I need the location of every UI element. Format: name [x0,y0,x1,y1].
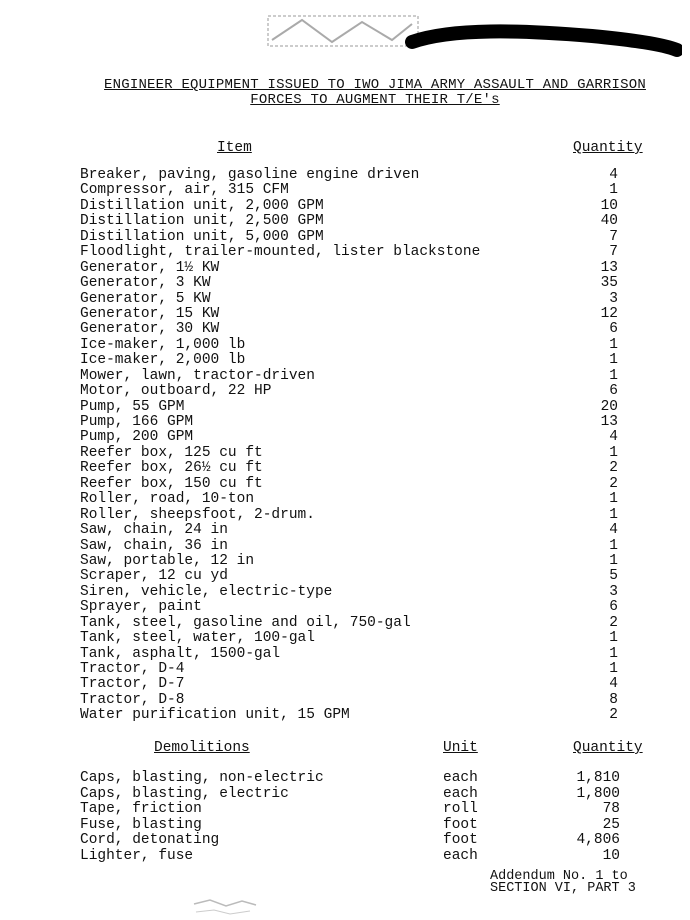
demolitions-quantity: 25 [602,816,620,833]
equipment-quantity: 1 [609,630,618,647]
equipment-quantity: 4 [609,167,618,183]
equipment-quantity: 1 [609,645,618,662]
equipment-row [80,230,640,245]
equipment-item: Distillation unit, 2,000 GPM [80,197,324,214]
equipment-item: Generator, 30 KW [80,321,220,338]
addendum-note [490,871,636,895]
demolitions-item: Lighter, fuse [80,847,194,864]
demolitions-quantity: 10 [602,847,620,864]
equipment-row [80,523,640,538]
equipment-item: Tractor, D-8 [80,691,185,708]
equipment-item: Generator, 15 KW [80,305,220,322]
equipment-item: Ice-maker, 1,000 lb [80,336,246,353]
equipment-item: Motor, outboard, 22 HP [80,383,272,400]
equipment-quantity: 1 [609,336,618,353]
equipment-row [80,322,640,337]
equipment-item: Reefer box, 150 cu ft [80,475,263,492]
equipment-item: Breaker, paving, gasoline engine driven [80,167,420,183]
equipment-quantity: 1 [609,537,618,554]
equipment-item: Siren, vehicle, electric-type [80,583,333,600]
equipment-item: Tank, steel, water, 100-gal [80,630,315,647]
equipment-quantity: 3 [609,290,618,307]
equipment-list [80,168,640,724]
equipment-row [80,677,640,692]
document-title [80,78,670,108]
equipment-quantity: 35 [600,275,618,292]
equipment-quantity: 10 [600,197,618,214]
equipment-item: Generator, 3 KW [80,275,211,292]
quantity-column-header: Quantity [573,140,643,156]
equipment-row [80,569,640,584]
equipment-item: Reefer box, 125 cu ft [80,444,263,461]
equipment-quantity: 3 [609,583,618,600]
equipment-item: Pump, 200 GPM [80,429,194,446]
demolitions-row [80,849,650,865]
equipment-quantity: 1 [609,352,618,369]
equipment-quantity: 2 [609,475,618,492]
demolitions-unit: each [443,847,478,864]
demolitions-item: Caps, blasting, electric [80,785,289,802]
equipment-quantity: 1 [609,552,618,569]
equipment-quantity: 7 [609,228,618,245]
demolitions-quantity: 1,810 [576,770,620,786]
equipment-row [80,446,640,461]
equipment-item: Generator, 5 KW [80,290,211,307]
equipment-row [80,261,640,276]
demolitions-unit: foot [443,832,478,849]
equipment-item: Saw, portable, 12 in [80,552,255,569]
equipment-quantity: 13 [600,259,618,276]
demolitions-row [80,818,650,834]
equipment-row [80,369,640,384]
demolitions-unit: foot [443,816,478,833]
equipment-row [80,662,640,677]
equipment-quantity: 1 [609,661,618,677]
equipment-quantity: 2 [609,460,618,477]
equipment-quantity: 6 [609,383,618,400]
demolitions-header: Demolitions [154,740,250,756]
equipment-row [80,400,640,415]
equipment-item: Reefer box, 26½ cu ft [80,460,263,477]
equipment-item: Mower, lawn, tractor-driven [80,367,315,384]
equipment-row [80,461,640,476]
demolitions-unit: each [443,785,478,802]
equipment-quantity: 6 [609,321,618,338]
equipment-row [80,600,640,615]
equipment-row [80,616,640,631]
equipment-row [80,539,640,554]
equipment-quantity: 4 [609,429,618,446]
equipment-quantity: 2 [609,614,618,631]
bottom-stamp-smudge [190,890,260,920]
demolitions-quantity: 4,806 [576,832,620,849]
item-column-header: Item [217,140,252,156]
equipment-row [80,384,640,399]
demolitions-list [80,771,650,865]
equipment-item: Pump, 55 GPM [80,398,185,415]
equipment-item: Compressor, air, 315 CFM [80,182,289,199]
demolitions-row [80,787,650,803]
equipment-row [80,508,640,523]
equipment-quantity: 7 [609,244,618,261]
demolitions-row [80,771,650,787]
equipment-item: Tractor, D-7 [80,676,185,693]
addendum-line-2: SECTION VI, PART 3 [490,881,636,896]
equipment-quantity: 12 [600,305,618,322]
equipment-item: Water purification unit, 15 GPM [80,707,350,724]
equipment-quantity: 2 [609,707,618,724]
equipment-item: Floodlight, trailer-mounted, lister blackstone [80,244,481,261]
equipment-quantity: 6 [609,599,618,616]
equipment-item: Sprayer, paint [80,599,202,616]
equipment-quantity: 4 [609,522,618,539]
demolitions-row [80,833,650,849]
equipment-row [80,708,640,723]
equipment-item: Ice-maker, 2,000 lb [80,352,246,369]
title-line-1: ENGINEER EQUIPMENT ISSUED TO IWO JIMA ARMY ASSAULT AND GARRISON [104,77,646,93]
equipment-item: Distillation unit, 2,500 GPM [80,213,324,230]
equipment-quantity: 1 [609,491,618,508]
equipment-quantity: 5 [609,568,618,585]
equipment-row [80,245,640,260]
equipment-row [80,338,640,353]
equipment-row [80,554,640,569]
equipment-item: Tractor, D-4 [80,661,185,677]
equipment-item: Tank, steel, gasoline and oil, 750-gal [80,614,411,631]
equipment-row [80,307,640,322]
equipment-quantity: 1 [609,506,618,523]
demolitions-item: Cord, detonating [80,832,220,849]
equipment-quantity: 8 [609,691,618,708]
equipment-quantity: 1 [609,444,618,461]
equipment-quantity: 20 [600,398,618,415]
demolitions-item: Fuse, blasting [80,816,202,833]
addendum-line-1: Addendum No. 1 to [490,869,628,884]
equipment-row [80,631,640,646]
demolitions-quantity-header: Quantity [573,740,643,756]
equipment-quantity: 40 [600,213,618,230]
equipment-item: Scraper, 12 cu yd [80,568,228,585]
title-line-2: FORCES TO AUGMENT THEIR T/E's [250,92,500,108]
demolitions-quantity: 78 [602,801,620,818]
equipment-quantity: 4 [609,676,618,693]
equipment-row [80,353,640,368]
equipment-quantity: 1 [609,182,618,199]
equipment-row [80,276,640,291]
equipment-row [80,585,640,600]
equipment-row [80,430,640,445]
demolitions-unit: roll [443,801,478,818]
equipment-item: Roller, road, 10-ton [80,491,255,508]
demolitions-quantity: 1,800 [576,785,620,802]
equipment-item: Saw, chain, 36 in [80,537,228,554]
equipment-row [80,183,640,198]
equipment-row [80,168,640,183]
equipment-item: Pump, 166 GPM [80,414,194,430]
equipment-row [80,199,640,214]
equipment-row [80,647,640,662]
redacted-stamp [262,10,682,60]
demolitions-item: Tape, friction [80,801,202,818]
equipment-row [80,492,640,507]
equipment-row [80,292,640,307]
equipment-item: Roller, sheepsfoot, 2-drum. [80,506,315,523]
equipment-item: Saw, chain, 24 in [80,522,228,539]
equipment-quantity: 1 [609,367,618,384]
equipment-item: Tank, asphalt, 1500-gal [80,645,281,662]
equipment-row [80,477,640,492]
demolitions-item: Caps, blasting, non-electric [80,770,324,786]
equipment-row [80,214,640,229]
equipment-quantity: 13 [600,414,618,430]
equipment-row [80,693,640,708]
unit-column-header: Unit [443,740,478,756]
demolitions-row [80,802,650,818]
equipment-item: Generator, 1½ KW [80,259,220,276]
demolitions-unit: each [443,770,478,786]
equipment-row [80,415,640,430]
equipment-item: Distillation unit, 5,000 GPM [80,228,324,245]
